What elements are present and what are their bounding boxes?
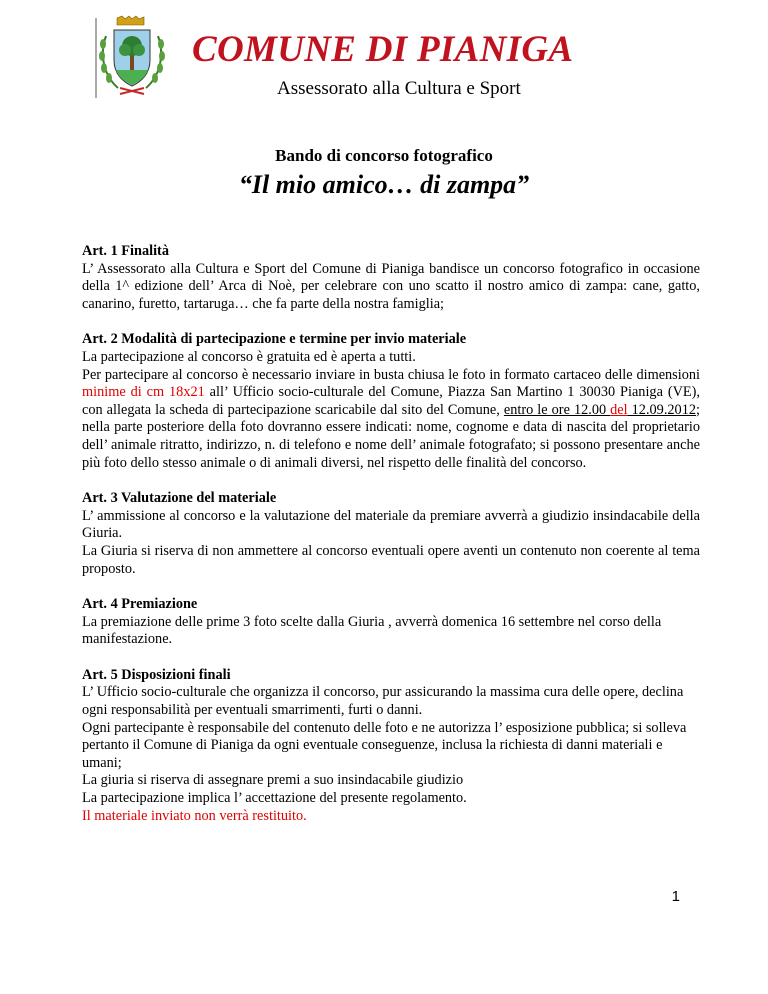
article-3-paragraph-1: L’ ammissione al concorso e la valutazione del materiale da premiare avverrà a giudizio insindacabile della Giuria.: [82, 507, 700, 542]
article-1-heading: Art. 1 Finalità: [82, 243, 169, 259]
comune-crest-logo: [92, 14, 172, 102]
deadline-text-red: del: [610, 401, 628, 418]
article-5-line-2: Ogni partecipante è responsabile del contenuto delle foto e ne autorizza l’ esposizione pubblica; si solleva pertanto il Comune di Pianiga da ogni eventuale conseguenze, inclusa la richiesta di danni materiali e umani;: [82, 719, 687, 771]
article-2-text-c: ; nella parte posteriore della foto dovranno essere indicati: nome, cognome e data di nascita del proprietario dell’ animale ritratto, indirizzo, n. di telefono e nome dell’ animale fotografato; si possono presentare anche più foto dello stesso animale o di animali diversi, nel rispetto delle finalità del concorso.: [82, 401, 700, 471]
article-5-line-5: Il materiale inviato non verrà restituito.: [82, 807, 307, 824]
article-4: [82, 596, 700, 649]
article-5-line-4: La partecipazione implica l’ accettazione del presente regolamento.: [82, 790, 467, 807]
document-body: [82, 243, 700, 843]
article-1-text: L’ Assessorato alla Cultura e Sport del Comune di Pianiga bandisce un concorso fotografico in occasione della 1^ edizione dell’ Arca di Noè, per celebrare con uno scatto il nostro amico di zampa: cane, gatto, canarino, furetto, tartaruga… che fa parte della nostra famiglia;: [82, 260, 700, 312]
article-5-line-1: L’ Ufficio socio-culturale che organizza il concorso, pur assicurando la massima cura delle opere, declina ogni responsabilità per eventuali smarrimenti, furti o danni.: [82, 684, 684, 719]
deadline-text-1: entro le ore 12.00: [503, 401, 611, 418]
article-3-paragraph-2: La Giuria si riserva di non ammettere al concorso eventuali opere aventi un contenuto non coerente al tema proposto.: [82, 542, 700, 577]
article-5: [82, 667, 700, 825]
article-2-paragraph-1: La partecipazione al concorso è gratuita ed è aperta a tutti.: [82, 348, 416, 365]
page-number: 1: [671, 888, 680, 905]
article-2: [82, 331, 700, 472]
article-3: [82, 490, 700, 578]
assessorato-subtitle: Assessorato alla Cultura e Sport: [277, 78, 521, 99]
article-4-heading: Art. 4 Premiazione: [82, 596, 198, 613]
article-5-heading: Art. 5 Disposizioni finali: [82, 666, 231, 683]
article-2-heading: Art. 2 Modalità di partecipazione e termine per invio materiale: [82, 331, 467, 348]
article-3-heading: Art. 3 Valutazione del materiale: [82, 490, 277, 507]
article-2-text-a: Per partecipare al concorso è necessario inviare in busta chiusa le foto in formato cartaceo delle dimensioni: [82, 366, 700, 383]
article-2-text-b: all’ Ufficio socio-culturale del Comune, Piazza San Martino 1 30030 Pianiga (VE), con allegata la scheda di partecipazione scaricabile dal sito del Comune,: [82, 384, 700, 418]
comune-title: COMUNE DI PIANIGA: [192, 29, 574, 70]
article-5-line-3: La giuria si riserva di assegnare premi a suo insindacabile giudizio: [82, 772, 464, 789]
article-4-paragraph-1: La premiazione delle prime 3 foto scelte dalla Giuria , avverrà domenica 16 settembre nel corso della manifestazione.: [82, 613, 662, 648]
bando-label: Bando di concorso fotografico: [275, 146, 493, 165]
deadline-date: 12.09.2012: [627, 401, 696, 418]
bando-title: “Il mio amico… di zampa”: [238, 170, 530, 199]
article-2-paragraph-2: [82, 367, 700, 473]
photo-size-requirement: minime di cm 18x21: [82, 384, 205, 401]
article-1: [82, 243, 700, 313]
